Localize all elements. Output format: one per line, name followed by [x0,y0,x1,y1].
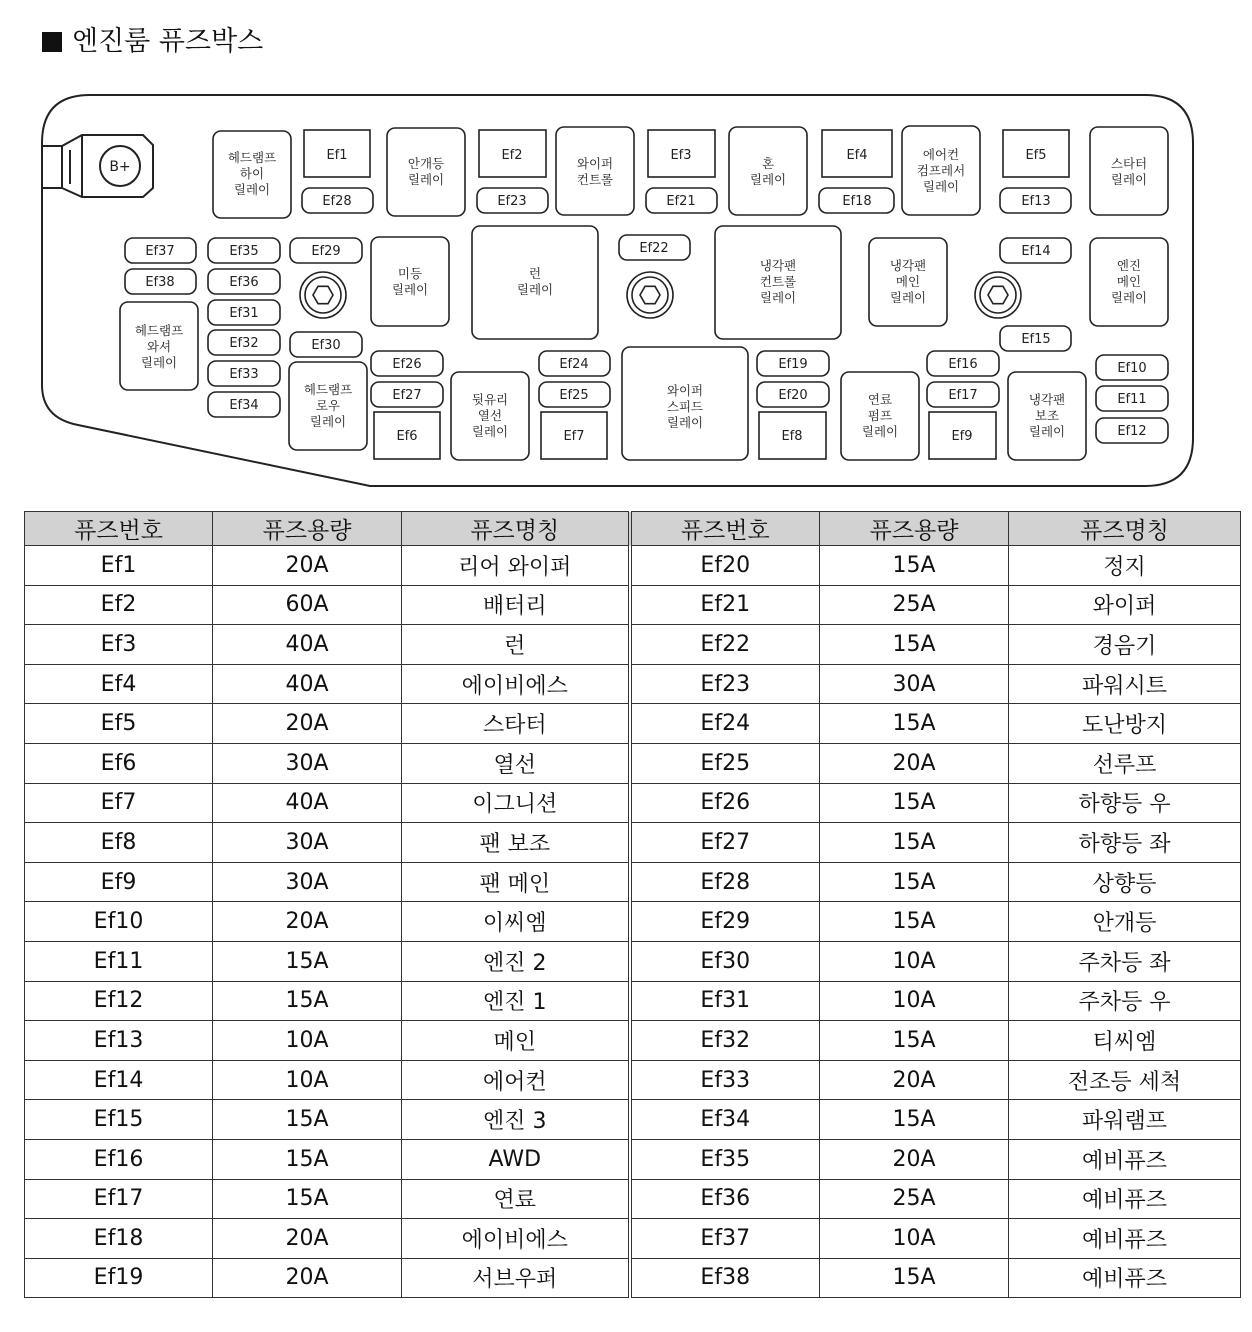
relay-headlamp-low [289,362,367,450]
table-cell: Ef2 [25,585,213,625]
table-cell: 20A [820,743,1009,783]
relay-wiper-control [556,127,634,215]
table-cell: 15A [213,1139,402,1179]
table-cell: 15A [820,546,1009,586]
svg-text:릴레이: 릴레이 [233,182,271,197]
table-cell: 15A [820,823,1009,863]
table-cell: 20A [213,1219,402,1259]
svg-text:런: 런 [528,266,542,281]
fuse-ef25 [539,382,610,407]
svg-text:Ef35: Ef35 [229,244,259,259]
fuse-ef11 [1096,386,1168,411]
svg-text:Ef32: Ef32 [229,336,259,351]
fuse-ef15 [1000,326,1071,351]
svg-text:Ef19: Ef19 [778,357,808,372]
table-cell: 30A [213,743,402,783]
svg-text:미등: 미등 [397,266,423,281]
svg-text:Ef8: Ef8 [781,429,803,444]
table-cell: Ef6 [25,743,213,783]
table-cell: Ef35 [630,1139,820,1179]
svg-text:보조: 보조 [1034,408,1060,423]
svg-text:릴레이: 릴레이 [861,424,899,439]
table-cell: 파워시트 [1009,664,1241,704]
battery-label: B+ [109,159,131,175]
svg-text:냉각팬: 냉각팬 [889,258,927,273]
svg-text:Ef20: Ef20 [778,388,808,403]
relay-run [472,226,598,339]
table-cell: 연료 [402,1179,630,1219]
table-cell: Ef10 [25,902,213,942]
svg-text:혼: 혼 [761,156,775,171]
table-cell: 와이퍼 [1009,585,1241,625]
table-cell: 15A [820,1258,1009,1298]
table-cell: Ef32 [630,1021,820,1061]
table-cell: 20A [213,546,402,586]
svg-text:Ef31: Ef31 [229,306,259,321]
table-cell: Ef33 [630,1060,820,1100]
fuse-ef4 [822,130,892,177]
svg-text:Ef7: Ef7 [563,429,585,444]
table-header-row [25,512,1241,546]
fuse-ef35 [208,238,280,263]
table-row [25,823,1241,863]
table-cell: 15A [820,1021,1009,1061]
relay-ac-compressor [902,126,980,215]
svg-text:릴레이: 릴레이 [759,290,797,305]
table-cell: 15A [213,1100,402,1140]
table-cell: 도난방지 [1009,704,1241,744]
table-cell: 60A [213,585,402,625]
table-cell: 리어 와이퍼 [402,546,630,586]
svg-text:Ef4: Ef4 [846,148,868,163]
svg-text:Ef24: Ef24 [559,357,589,372]
table-cell: Ef18 [25,1219,213,1259]
fuse-ef19 [757,351,829,376]
table-row [25,1021,1241,1061]
svg-text:릴레이: 릴레이 [391,282,429,297]
relay-horn [729,127,807,215]
table-row [25,546,1241,586]
table-cell: 이그니션 [402,783,630,823]
table-cell: Ef34 [630,1100,820,1140]
table-cell: 하향등 좌 [1009,823,1241,863]
table-cell: 25A [820,1179,1009,1219]
table-cell: 25A [820,585,1009,625]
svg-text:Ef36: Ef36 [229,275,259,290]
relay-fuel-pump [841,372,919,460]
table-cell: Ef7 [25,783,213,823]
svg-text:메인: 메인 [895,274,921,289]
fuse-ef36 [208,269,280,294]
table-cell: 열선 [402,743,630,783]
table-cell: Ef9 [25,862,213,902]
table-cell: 20A [820,1060,1009,1100]
svg-text:Ef15: Ef15 [1021,332,1051,347]
table-row [25,1219,1241,1259]
svg-text:하이: 하이 [239,166,265,181]
table-cell: Ef37 [630,1219,820,1259]
svg-text:스타터: 스타터 [1110,156,1148,171]
table-row [25,1179,1241,1219]
table-cell: Ef15 [25,1100,213,1140]
svg-text:Ef27: Ef27 [392,388,422,403]
svg-text:스피드: 스피드 [666,399,704,414]
svg-text:Ef28: Ef28 [322,194,352,209]
table-cell: 15A [213,1179,402,1219]
relay-fan-sub [1008,372,1086,460]
svg-text:Ef33: Ef33 [229,367,259,382]
table-cell: Ef31 [630,981,820,1021]
svg-text:릴레이: 릴레이 [140,355,178,370]
fuse-ef32 [208,330,280,355]
svg-text:펌프: 펌프 [867,408,893,423]
table-cell: 15A [213,941,402,981]
table-cell: 이씨엠 [402,902,630,942]
table-cell: AWD [402,1139,630,1179]
fuse-ef22 [619,235,690,260]
header-fuse-number: 퓨즈번호 [25,512,213,546]
table-cell: 엔진 3 [402,1100,630,1140]
table-cell: 팬 보조 [402,823,630,863]
table-cell: 에이비에스 [402,664,630,704]
table-row [25,625,1241,665]
table-cell: 15A [820,783,1009,823]
svg-text:릴레이: 릴레이 [1110,290,1148,305]
bolt-terminal-icon [300,272,346,318]
table-cell: Ef8 [25,823,213,863]
table-cell: 30A [213,823,402,863]
table-row [25,1100,1241,1140]
svg-text:Ef21: Ef21 [666,194,696,209]
table-cell: 15A [820,902,1009,942]
table-cell: 10A [213,1060,402,1100]
fuse-ef5 [1003,130,1069,177]
table-row [25,1258,1241,1298]
table-cell: Ef13 [25,1021,213,1061]
table-cell: Ef30 [630,941,820,981]
fuse-ef26 [371,351,443,376]
table-row [25,585,1241,625]
svg-text:Ef25: Ef25 [559,388,589,403]
svg-text:Ef30: Ef30 [311,338,341,353]
svg-text:Ef3: Ef3 [670,148,692,163]
relay-fan-control [715,226,841,339]
relay-fog [387,128,465,216]
fuse-ef12 [1096,418,1168,443]
table-cell: 파워램프 [1009,1100,1241,1140]
relay-headlamp-high [213,131,291,218]
table-cell: 10A [820,1219,1009,1259]
svg-text:Ef1: Ef1 [326,148,348,163]
fuse-ef37 [125,238,196,263]
svg-text:릴레이: 릴레이 [516,282,554,297]
table-cell: 티씨엠 [1009,1021,1241,1061]
svg-text:메인: 메인 [1116,274,1142,289]
table-cell: 15A [820,862,1009,902]
relay-starter [1090,127,1168,215]
battery-terminal [42,135,153,197]
svg-text:컨트롤: 컨트롤 [576,172,614,187]
header-fuse-capacity: 퓨즈용량 [820,512,1009,546]
svg-text:안개등: 안개등 [407,156,445,171]
fuse-ef9 [929,412,996,459]
svg-text:Ef5: Ef5 [1025,148,1047,163]
table-cell: 40A [213,625,402,665]
table-row [25,743,1241,783]
svg-text:에어컨: 에어컨 [922,147,960,162]
table-row [25,1139,1241,1179]
table-cell: 20A [213,1258,402,1298]
table-cell: Ef14 [25,1060,213,1100]
table-cell: 에이비에스 [402,1219,630,1259]
header-fuse-name: 퓨즈명칭 [1009,512,1241,546]
table-row [25,704,1241,744]
table-cell: Ef20 [630,546,820,586]
fuse-ef34 [208,392,280,417]
relay-headlamp-washer [120,302,198,390]
relay-fan-main [869,238,947,326]
table-cell: 주차등 좌 [1009,941,1241,981]
fuse-ef10 [1096,355,1168,380]
svg-text:Ef29: Ef29 [311,244,341,259]
svg-text:릴레이: 릴레이 [471,424,509,439]
table-cell: 주차등 우 [1009,981,1241,1021]
table-cell: 엔진 1 [402,981,630,1021]
svg-text:릴레이: 릴레이 [309,414,347,429]
table-body [25,546,1241,1298]
table-row [25,783,1241,823]
svg-text:Ef9: Ef9 [951,429,973,444]
table-cell: 예비퓨즈 [1009,1258,1241,1298]
svg-text:뒷유리: 뒷유리 [471,392,509,407]
svg-text:냉각팬: 냉각팬 [759,258,797,273]
table-cell: 10A [820,941,1009,981]
svg-text:릴레이: 릴레이 [749,172,787,187]
table-cell: Ef4 [25,664,213,704]
svg-text:연료: 연료 [867,392,893,407]
header-fuse-number: 퓨즈번호 [630,512,820,546]
svg-text:Ef34: Ef34 [229,398,259,413]
table-cell: 15A [820,625,1009,665]
svg-text:Ef23: Ef23 [497,194,527,209]
table-cell: Ef22 [630,625,820,665]
fuse-ef3 [648,130,715,177]
svg-text:Ef10: Ef10 [1117,361,1147,376]
fuse-ef21 [646,188,717,213]
table-cell: Ef12 [25,981,213,1021]
fuse-ef23 [477,188,548,213]
svg-text:컴프레서: 컴프레서 [916,163,966,178]
table-cell: 런 [402,625,630,665]
fuse-box-diagram [0,0,1252,500]
svg-text:Ef12: Ef12 [1117,424,1147,439]
table-cell: Ef1 [25,546,213,586]
svg-text:Ef14: Ef14 [1021,244,1051,259]
table-cell: 선루프 [1009,743,1241,783]
table-cell: 30A [213,862,402,902]
svg-text:와셔: 와셔 [146,339,172,354]
svg-text:와이퍼: 와이퍼 [576,156,614,171]
table-row [25,902,1241,942]
table-cell: 엔진 2 [402,941,630,981]
svg-text:릴레이: 릴레이 [1028,424,1066,439]
table-cell: Ef3 [25,625,213,665]
table-cell: 배터리 [402,585,630,625]
svg-text:Ef2: Ef2 [501,148,523,163]
table-cell: 30A [820,664,1009,704]
fuse-ef2 [479,130,546,177]
svg-text:Ef38: Ef38 [145,275,175,290]
bolt-terminal-icon [975,272,1021,318]
header-fuse-name: 퓨즈명칭 [402,512,630,546]
table-cell: 팬 메인 [402,862,630,902]
table-cell: 예비퓨즈 [1009,1139,1241,1179]
svg-text:릴레이: 릴레이 [922,179,960,194]
svg-text:헤드램프: 헤드램프 [303,382,353,397]
table-row [25,664,1241,704]
table-cell: 스타터 [402,704,630,744]
fuse-ef6 [374,412,440,459]
table-cell: Ef26 [630,783,820,823]
table-cell: Ef25 [630,743,820,783]
fuse-spec-table [24,511,1241,1298]
table-cell: 20A [820,1139,1009,1179]
svg-text:릴레이: 릴레이 [666,415,704,430]
fuse-ef33 [208,361,280,386]
table-cell: 전조등 세척 [1009,1060,1241,1100]
svg-text:로우: 로우 [315,398,341,413]
table-cell: 정지 [1009,546,1241,586]
table-cell: Ef36 [630,1179,820,1219]
relay-engine-main [1090,238,1168,326]
table-cell: Ef21 [630,585,820,625]
fuse-ef38 [125,269,196,294]
table-cell: 15A [820,1100,1009,1140]
table-cell: Ef19 [25,1258,213,1298]
page-title-text: 엔진룸 퓨즈박스 [72,26,264,57]
table-cell: 상향등 [1009,862,1241,902]
table-cell: Ef27 [630,823,820,863]
table-cell: 하향등 우 [1009,783,1241,823]
table-cell: Ef38 [630,1258,820,1298]
svg-text:릴레이: 릴레이 [407,172,445,187]
table-cell: Ef5 [25,704,213,744]
svg-text:엔진: 엔진 [1116,258,1142,273]
table-cell: Ef11 [25,941,213,981]
svg-text:Ef18: Ef18 [842,194,872,209]
fuse-ef17 [927,382,999,407]
fuse-ef28 [302,188,373,213]
relay-tail [371,237,449,326]
svg-text:헤드램프: 헤드램프 [134,323,184,338]
fuse-ef30 [290,332,362,357]
table-cell: 15A [820,704,1009,744]
svg-text:릴레이: 릴레이 [889,290,927,305]
table-cell: 20A [213,704,402,744]
fuse-ef13 [1000,188,1071,213]
table-cell: Ef28 [630,862,820,902]
fuse-ef20 [757,382,829,407]
svg-text:Ef11: Ef11 [1117,392,1147,407]
table-row [25,981,1241,1021]
svg-text:Ef26: Ef26 [392,357,422,372]
table-cell: Ef24 [630,704,820,744]
svg-text:헤드램프: 헤드램프 [227,150,277,165]
table-cell: 10A [820,981,1009,1021]
svg-text:Ef37: Ef37 [145,244,175,259]
header-fuse-capacity: 퓨즈용량 [213,512,402,546]
table-cell: Ef29 [630,902,820,942]
fuse-ef1 [304,130,370,177]
table-cell: 15A [213,981,402,1021]
table-cell: Ef23 [630,664,820,704]
table-cell: 경음기 [1009,625,1241,665]
svg-text:Ef17: Ef17 [948,388,978,403]
svg-text:열선: 열선 [477,408,503,423]
fuse-ef16 [927,351,999,376]
table-cell: 20A [213,902,402,942]
svg-text:릴레이: 릴레이 [1110,172,1148,187]
table-cell: 안개등 [1009,902,1241,942]
fuse-ef14 [1000,238,1071,263]
svg-text:컨트롤: 컨트롤 [759,274,797,289]
table-cell: 10A [213,1021,402,1061]
table-cell: 예비퓨즈 [1009,1179,1241,1219]
table-cell: 서브우퍼 [402,1258,630,1298]
table-cell: 에어컨 [402,1060,630,1100]
table-row [25,862,1241,902]
bolt-terminal-icon [627,272,673,318]
fuse-ef27 [371,382,443,407]
svg-text:와이퍼: 와이퍼 [666,383,704,398]
svg-text:Ef22: Ef22 [639,241,669,256]
relay-rear-defog [451,372,529,460]
svg-text:Ef6: Ef6 [396,429,418,444]
table-row [25,941,1241,981]
fuse-ef7 [541,412,607,459]
fuse-ef8 [759,412,826,459]
table-row [25,1060,1241,1100]
fuse-ef29 [290,238,362,263]
table-cell: 40A [213,664,402,704]
relay-wiper-speed [622,347,748,460]
table-cell: 40A [213,783,402,823]
svg-text:Ef13: Ef13 [1021,194,1051,209]
fuse-ef31 [208,300,280,325]
table-cell: 예비퓨즈 [1009,1219,1241,1259]
fuse-ef18 [819,188,894,213]
table-cell: Ef16 [25,1139,213,1179]
svg-text:냉각팬: 냉각팬 [1028,392,1066,407]
fuse-ef24 [539,351,610,376]
table-cell: 메인 [402,1021,630,1061]
table-cell: Ef17 [25,1179,213,1219]
svg-text:Ef16: Ef16 [948,357,978,372]
